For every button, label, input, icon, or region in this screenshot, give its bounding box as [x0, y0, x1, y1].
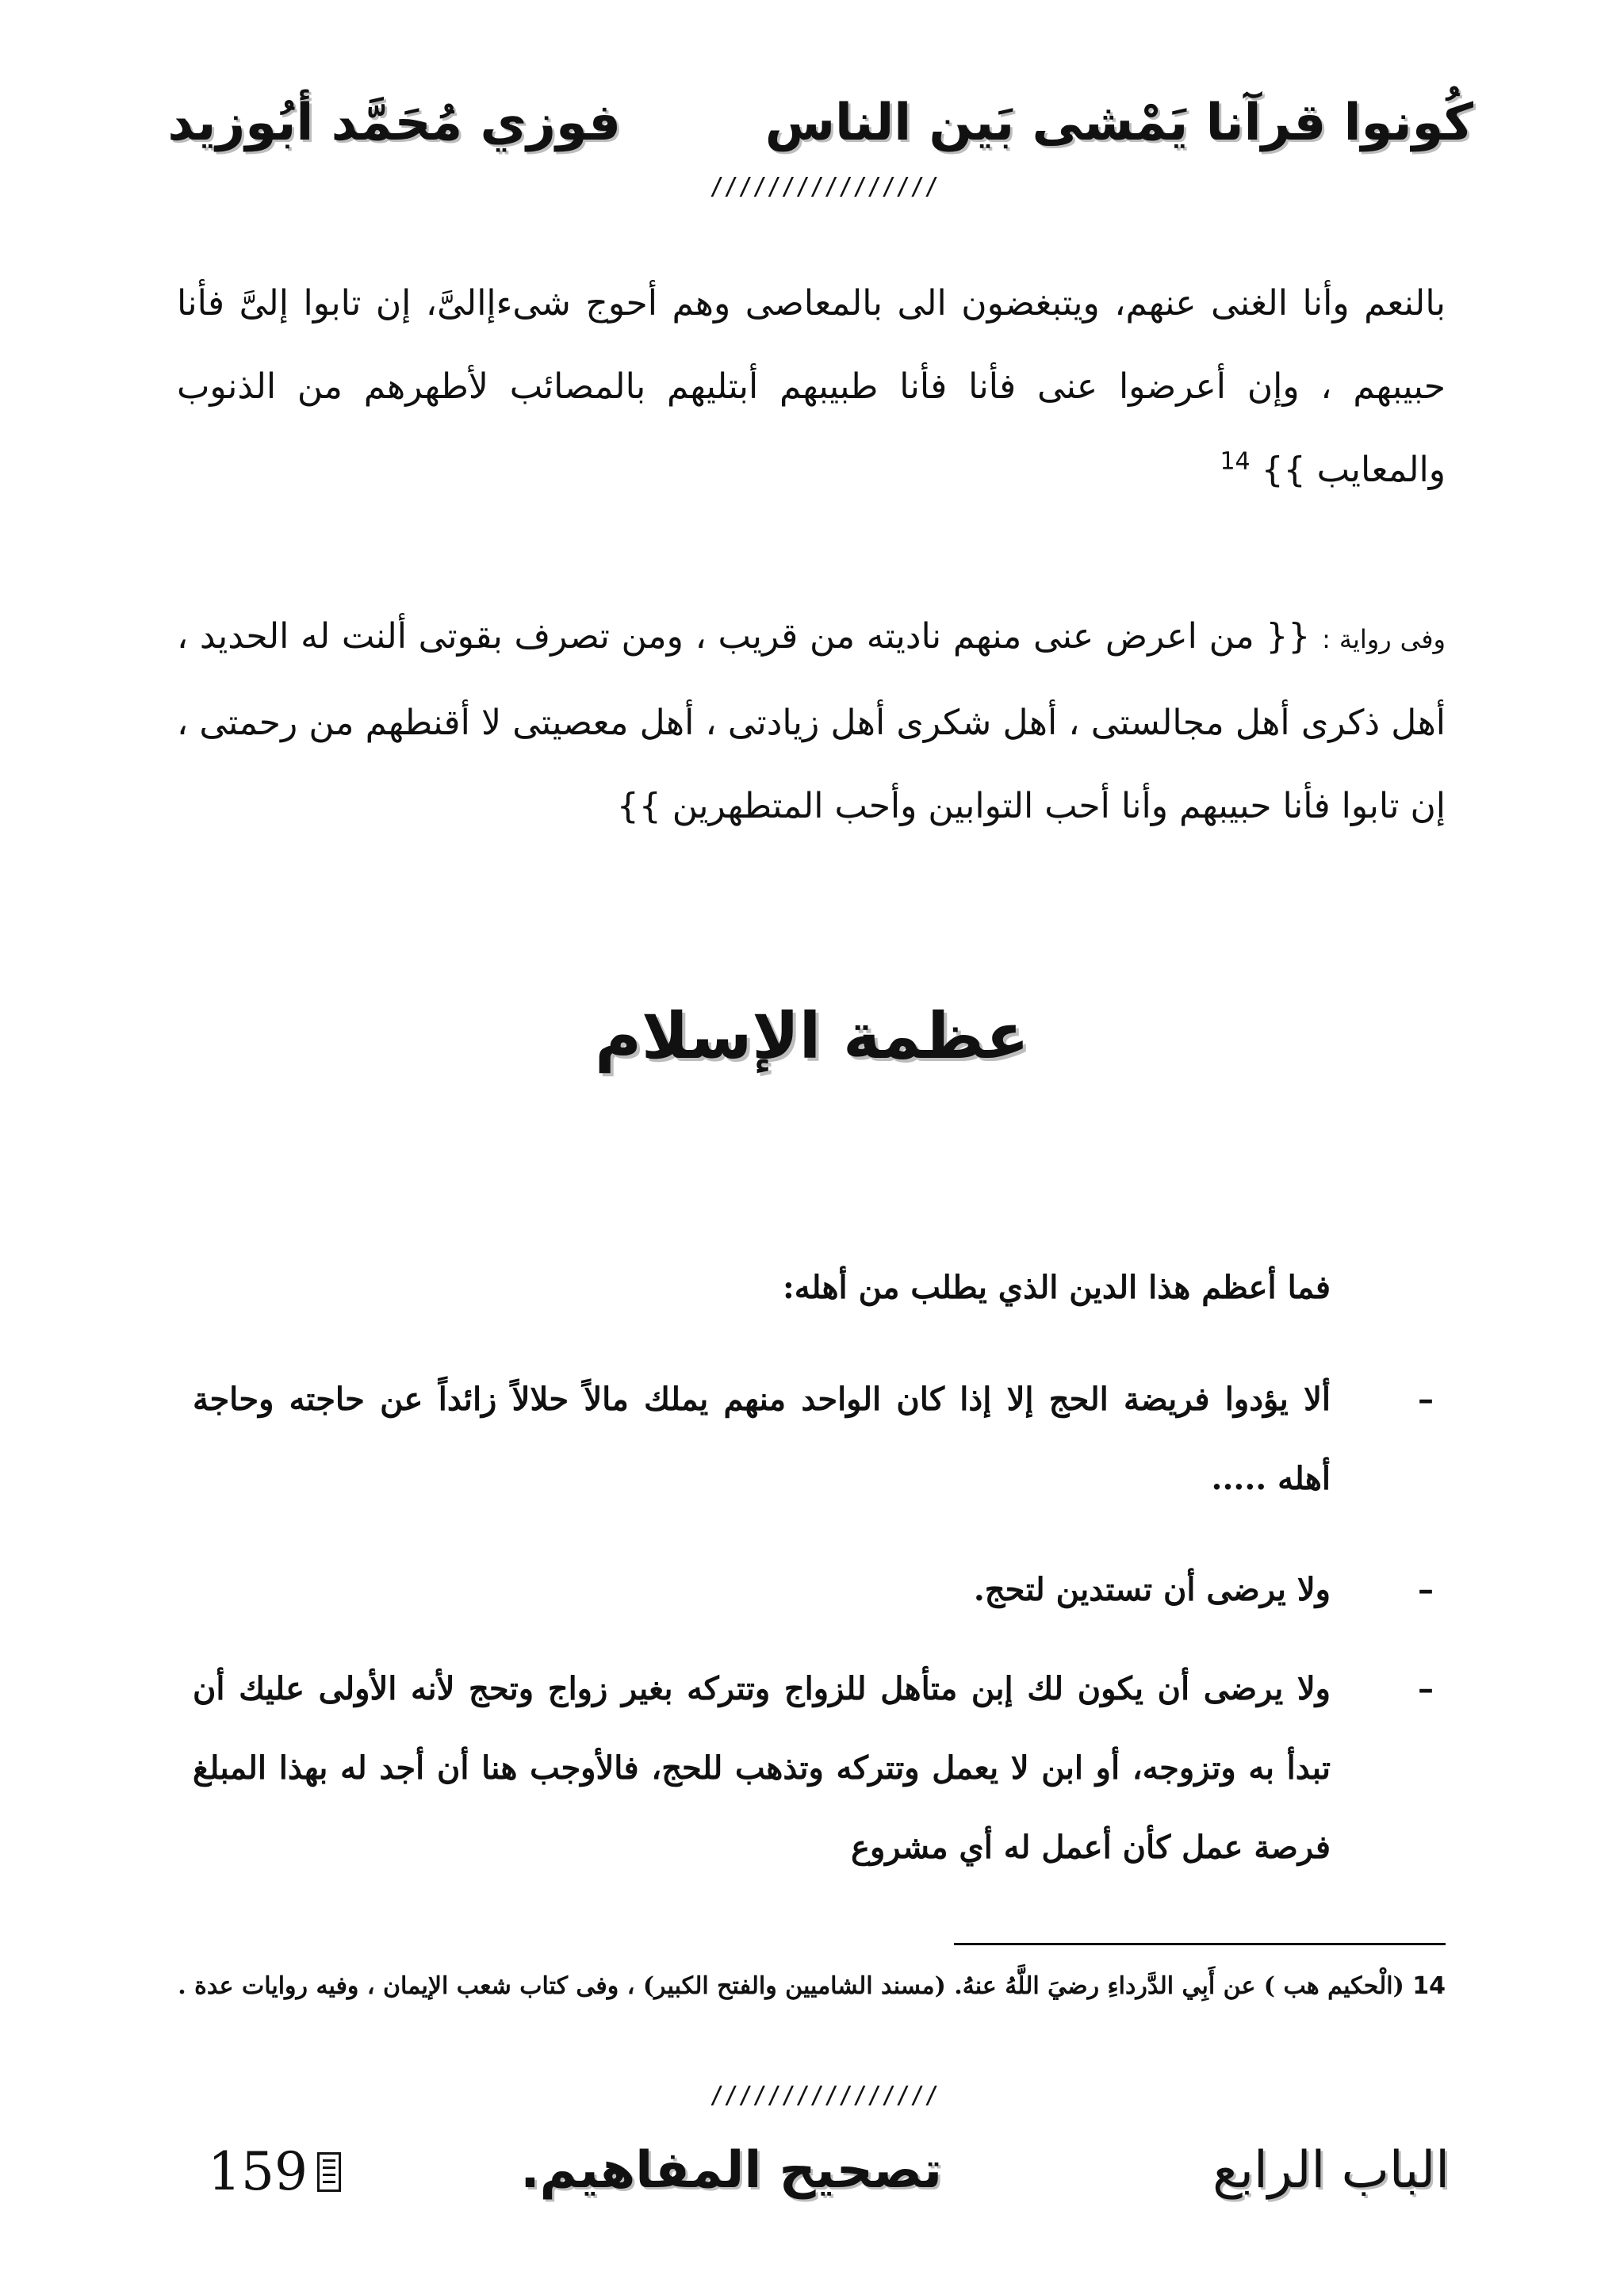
- footer-separator: ////////////////: [710, 2082, 939, 2109]
- list-item: [193, 1360, 1434, 1519]
- footer-chapter: الباب الرابع: [1212, 2141, 1450, 2200]
- conditions-list: [193, 0, 1434, 2291]
- list-item-text: ألا يؤدوا فريضة الحج إلا إذا كان الواحد منهم يملك مالاً حلالاً زائداً عن حاجته وحاجة أهله .....: [193, 1381, 1331, 1497]
- footnote-number: 14: [1412, 1972, 1446, 2000]
- header-separator: ////////////////: [710, 173, 939, 201]
- footnote-text: (الْحكيم هب ) عن أَبِي الدَّرداءِ رضيَ اللَّهُ عنهُ. (مسند الشاميين والفتح الكبير) ، وفى كتاب شعب الإيمان ، وفيه روايات عدة .: [178, 1972, 1404, 2000]
- book-icon: [317, 2152, 341, 2192]
- list-item: [193, 1550, 1434, 1630]
- page-number: 159: [208, 2141, 308, 2202]
- list-dash: –: [1418, 1381, 1434, 1418]
- paragraph-2-prefix: وفى رواية :: [1322, 624, 1446, 654]
- list-dash: –: [1418, 1571, 1434, 1608]
- list-item-text: ولا يرضى أن تستدين لتحج.: [973, 1571, 1331, 1608]
- running-header-title: كُونوا قرآنا يَمْشى بَين الناس: [764, 94, 1473, 152]
- list-item-text: ولا يرضى أن يكون لك إبن متأهل للزواج وتتركه بغير زواج وتحج لأنه الأولى عليك أن تبدأ به وتزوجه، أو ابن لا يعمل وتتركه وتذهب للحج، فالأوجب هنا أن أجد له بهذا المبلغ فرصة عمل كأن أعمل له أي مشروع: [193, 1670, 1331, 1866]
- paragraph-1-text: بالنعم وأنا الغنى عنهم، ويتبغضون الى بالمعاصى وهم أحوج شىءإالىَّ، إن تابوا إلىَّ فأنا حبيبهم ، وإن أعرضوا عنى فأنا فأنا طبيبهم أبتليهم بالمصائب لأطهرهم من الذنوب والمعايب }}: [177, 283, 1446, 490]
- list-dash: –: [1418, 1670, 1434, 1707]
- footnote-divider: [954, 1943, 1446, 1945]
- running-header-author: فوزي مُحَمَّد أبُوزيد: [167, 94, 621, 152]
- footnote-reference: 14: [1220, 447, 1251, 476]
- list-item: [193, 1649, 1434, 1887]
- footnote: [177, 1963, 1446, 2010]
- paragraph-2-text: {{ من اعرض عنى منهم ناديته من قريب ، ومن تصرف بقوتى ألنت له الحديد ، أهل ذكرى أهل مجالستى ، أهل شكرى أهل زيادتى ، أهل معصيتى لا أقنطهم من رحمتى ، إن تابوا فأنا حبيبهم وأنا أحب التوابين وأحب المتطهرين }}: [177, 616, 1446, 826]
- footer-page: [208, 2141, 341, 2202]
- section-heading: عظمة الإسلام: [595, 999, 1029, 1073]
- footer-book-title: تصحيح المفاهيم.: [520, 2141, 942, 2200]
- section-intro: فما أعظم هذا الدين الذي يطلب من أهله:: [782, 1269, 1331, 1306]
